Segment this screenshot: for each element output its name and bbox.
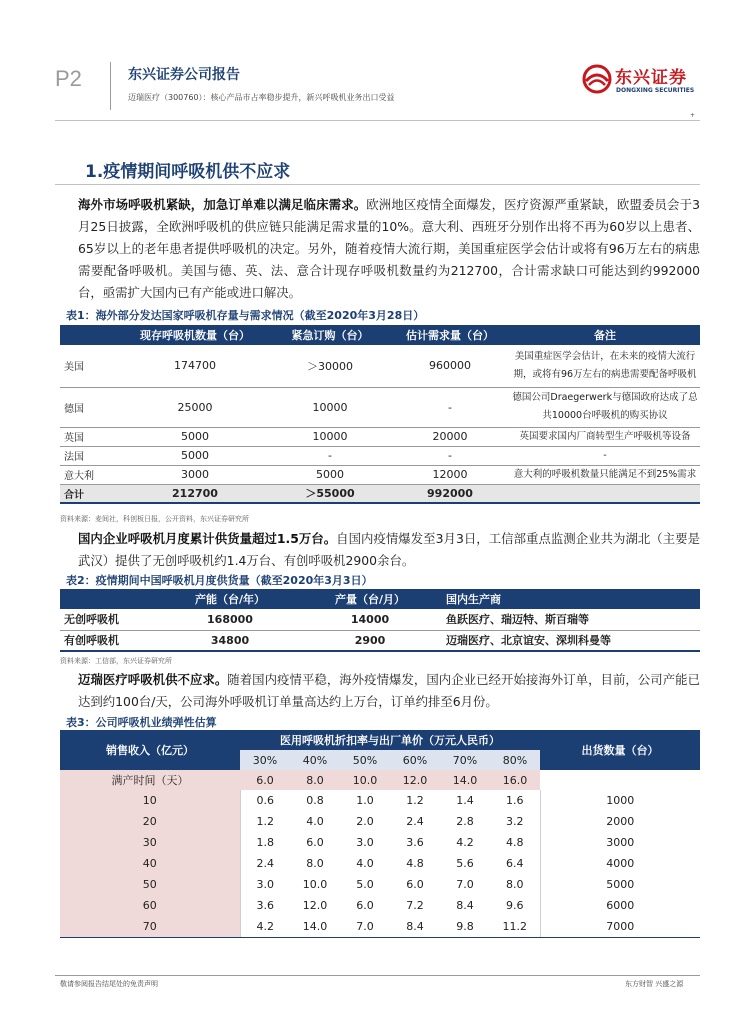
table-row xyxy=(60,874,700,895)
logo-mark-icon xyxy=(582,64,612,94)
table-cell: 英国要求国内厂商转型生产呼吸机等设备 xyxy=(510,427,700,446)
table-cell: 3.0 xyxy=(356,836,374,849)
table-domestic-ventilators xyxy=(60,589,700,652)
discount-cell: 70% xyxy=(440,750,490,770)
table-cell: 2.4 xyxy=(256,857,274,870)
table-cell: 鱼跃医疗、瑞迈特、斯百瑞等 xyxy=(440,609,700,630)
table-header-cell xyxy=(60,589,160,609)
discount-cell: 40% xyxy=(290,750,340,770)
table-cell: 英国 xyxy=(60,427,120,446)
table-cell: 168000 xyxy=(160,609,300,630)
table-row xyxy=(60,387,700,427)
table-row xyxy=(60,446,700,465)
table-cell: 11.2 xyxy=(490,916,540,937)
table-cell: 12.0 xyxy=(302,899,328,912)
table-cell: 174700 xyxy=(120,345,270,387)
table-row xyxy=(60,916,700,937)
table-header-cell: 紧急订购（台） xyxy=(270,325,390,345)
table2-source: 资料来源：工信部，东兴证券研究所 xyxy=(60,657,172,665)
table-cell: 960000 xyxy=(390,345,510,387)
table-cell: 20 xyxy=(60,811,240,832)
table-cell: 3.0 xyxy=(256,878,274,891)
table-cell: 无创呼吸机 xyxy=(60,609,160,630)
table-row xyxy=(60,790,700,811)
table-cell: 9.6 xyxy=(506,899,524,912)
table-header-cell: 估计需求量（台） xyxy=(390,325,510,345)
table-cell: 3.2 xyxy=(506,815,524,828)
table-cell: 5.6 xyxy=(456,857,474,870)
table-cell: 美国 xyxy=(60,345,120,387)
table-earnings-elasticity xyxy=(60,730,700,938)
table-cell: 6.0 xyxy=(406,878,424,891)
company-logo xyxy=(582,62,702,106)
table-row xyxy=(60,465,700,484)
table-overseas-ventilators xyxy=(60,325,700,504)
section-rule xyxy=(55,184,700,185)
table-cell: 4.8 xyxy=(406,857,424,870)
header-divider xyxy=(110,62,111,110)
table-cell: 2.8 xyxy=(456,815,474,828)
table-cell: 4000 xyxy=(540,853,700,874)
table-cell: 14.0 xyxy=(290,916,340,937)
table-cell: 10000 xyxy=(270,427,390,446)
table-cell: ＞55000 xyxy=(270,484,390,503)
table-cell: 合计 xyxy=(60,484,120,503)
table-cell: 1.0 xyxy=(356,794,374,807)
table-cell: 1000 xyxy=(540,790,700,811)
table-cell: 30 xyxy=(60,832,240,853)
table-cell xyxy=(510,484,700,503)
table-header-cell: 销售收入（亿元） xyxy=(60,730,240,770)
table-cell: 迈瑞医疗、北京谊安、深圳科曼等 xyxy=(440,630,700,651)
table-cell: 12.0 xyxy=(390,770,440,790)
paragraph-body: 欧洲地区疫情全面爆发，医疗资源严重紧缺，欧盟委员会于3月25日披露，全欧洲呼吸机的供应链只能满足需求量的10%。意大利、西班牙分别作出将不再为60岁以上患者、65岁以上的老年患者提供呼吸机的决定。另外，随着疫情大流行期，美国重症医学会估计或将有96万左右的病患需要配备呼吸机。美国与德、英、法、意合计现存呼吸机数量约为212700，合计需求缺口可能达到约992000台，亟需扩大国内已有产能或进口解决。 xyxy=(78,197,701,300)
table-cell: 8.0 xyxy=(506,878,524,891)
table-cell: 10.0 xyxy=(340,770,390,790)
table-header-cell: 备注 xyxy=(510,325,700,345)
paragraph-lead: 国内企业呼吸机月度累计供货量超过1.5万台。 xyxy=(78,531,337,546)
table-row xyxy=(60,832,700,853)
table-cell: 10.0 xyxy=(302,878,328,891)
table-cell: 12000 xyxy=(390,465,510,484)
paragraph-domestic-supply xyxy=(78,528,700,572)
header-rule xyxy=(55,120,700,121)
discount-cell: 60% xyxy=(390,750,440,770)
table1-caption: 表1：海外部分发达国家呼吸机存量与需求情况（截至2020年3月28日） xyxy=(66,309,425,322)
table-cell: 美国重症医学会估计，在未来的疫情大流行期，或将有96万左右的病患需要配备呼吸机 xyxy=(510,345,700,387)
discount-cell: 80% xyxy=(490,750,540,770)
table-cell: 34800 xyxy=(160,630,300,651)
footer-slogan: 东方财智 兴盛之源 xyxy=(625,980,684,988)
header-mark: + xyxy=(690,112,696,119)
table-cell: 2.4 xyxy=(406,815,424,828)
discount-cell: 30% xyxy=(240,750,290,770)
table-cell: 4.8 xyxy=(506,836,524,849)
table-cell: 意大利 xyxy=(60,465,120,484)
table-row xyxy=(60,853,700,874)
table-cell: 50 xyxy=(60,874,240,895)
table-cell: 0.8 xyxy=(306,794,324,807)
table-cell: 5000 xyxy=(270,465,390,484)
table-cell: 3.6 xyxy=(256,899,274,912)
report-subtitle: 迈瑞医疗（300760）：核心产品市占率稳步提升，新兴呼吸机业务出口受益 xyxy=(128,93,395,102)
logo-text-en: DONGXING SECURITIES xyxy=(616,87,695,94)
table-header-cell: 产量（台/月） xyxy=(300,589,440,609)
table-cell: 10000 xyxy=(270,387,390,427)
paragraph-lead: 迈瑞医疗呼吸机供不应求。 xyxy=(78,672,228,687)
report-title: 东兴证券公司报告 xyxy=(128,67,240,83)
table-cell: 3000 xyxy=(540,832,700,853)
discount-cell: 50% xyxy=(340,750,390,770)
table-row xyxy=(60,609,700,630)
table-cell: 8.0 xyxy=(306,857,324,870)
table-cell: 1.6 xyxy=(506,794,524,807)
table-header-cell xyxy=(60,325,120,345)
table-cell: 2000 xyxy=(540,811,700,832)
table-total-row xyxy=(60,484,700,503)
table-cell: 7.0 xyxy=(456,878,474,891)
table-cell: - xyxy=(270,446,390,465)
table-cell: 212700 xyxy=(120,484,270,503)
table2-caption: 表2：疫情期间中国呼吸机月度供货量（截至2020年3月3日） xyxy=(66,574,373,587)
table3-caption: 表3：公司呼吸机业绩弹性估算 xyxy=(66,716,217,729)
table-cell: 6.0 xyxy=(306,836,324,849)
table-cell: 6.0 xyxy=(356,899,374,912)
table-cell: ＞30000 xyxy=(270,345,390,387)
table-cell: 8.4 xyxy=(390,916,440,937)
table-cell: 4.2 xyxy=(456,836,474,849)
table-cell: 6.0 xyxy=(240,770,290,790)
table-cell: 5.0 xyxy=(356,878,374,891)
table-cell: 40 xyxy=(60,853,240,874)
table1-source: 资料来源：麦间社，科创板日报，公开资料，东兴证券研究所 xyxy=(60,515,249,523)
table-row xyxy=(60,427,700,446)
table-row xyxy=(60,895,700,916)
table-cell: 992000 xyxy=(390,484,510,503)
table-cell: 60 xyxy=(60,895,240,916)
table-cell: 7.0 xyxy=(340,916,390,937)
table-cell: 6000 xyxy=(540,895,700,916)
table-cell: 70 xyxy=(60,916,240,937)
table-cell: 2900 xyxy=(300,630,440,651)
table-cell: 4.0 xyxy=(306,815,324,828)
paragraph-mindray-demand xyxy=(78,669,700,713)
table-header-cell: 医用呼吸机折扣率与出厂单价（万元人民币） xyxy=(240,730,540,750)
table-cell: 德国 xyxy=(60,387,120,427)
table-cell: 满产时间（天） xyxy=(60,770,240,790)
table-cell: 1.4 xyxy=(456,794,474,807)
table-cell: 20000 xyxy=(390,427,510,446)
table-cell: 法国 xyxy=(60,446,120,465)
logo-text-cn: 东兴证券 xyxy=(615,68,687,88)
table-header-cell: 现存呼吸机数量（台） xyxy=(120,325,270,345)
table-cell: - xyxy=(390,446,510,465)
paragraph-lead: 海外市场呼吸机紧缺，加急订单难以满足临床需求。 xyxy=(78,197,367,212)
page-header xyxy=(0,0,755,130)
table-cell: 3.6 xyxy=(406,836,424,849)
table-cell: 7.2 xyxy=(406,899,424,912)
table-cell: - xyxy=(510,446,700,465)
table-cell: 14000 xyxy=(300,609,440,630)
paragraph-overseas-shortage xyxy=(78,194,700,304)
table-cell: 1.2 xyxy=(406,794,424,807)
table-cell: 16.0 xyxy=(490,770,540,790)
table-cell: 4.0 xyxy=(356,857,374,870)
table-cell: 2.0 xyxy=(356,815,374,828)
table-row xyxy=(60,630,700,651)
table-cell: 6.4 xyxy=(506,857,524,870)
table-cell: 3000 xyxy=(120,465,270,484)
paragraph-body: 自国内疫情爆发至3月3日，工信部重点监测企业共为湖北（主要是武汉）提供了无创呼吸机约1.4万台、有创呼吸机2900余台。 xyxy=(78,531,700,568)
table-cell: 8.0 xyxy=(290,770,340,790)
table-cell: 9.8 xyxy=(440,916,490,937)
table-cell: - xyxy=(390,387,510,427)
table-header-cell: 产能（台/年） xyxy=(160,589,300,609)
table-cell: 0.6 xyxy=(256,794,274,807)
table-cell: 5000 xyxy=(120,446,270,465)
table-row xyxy=(60,770,700,790)
section-title: 1.疫情期间呼吸机供不应求 xyxy=(85,162,291,182)
table-row xyxy=(60,345,700,387)
table-cell: 14.0 xyxy=(440,770,490,790)
table-cell: 25000 xyxy=(120,387,270,427)
table-cell: 8.4 xyxy=(456,899,474,912)
table-cell xyxy=(540,770,700,790)
footer-rule xyxy=(55,975,700,976)
page-number: P2 xyxy=(55,66,82,91)
table-cell: 5000 xyxy=(540,874,700,895)
table-cell: 5000 xyxy=(120,427,270,446)
table-cell: 德国公司Draegerwerk与德国政府达成了总共10000台呼吸机的购买协议 xyxy=(510,387,700,427)
table-cell: 10 xyxy=(60,790,240,811)
table-cell: 1.2 xyxy=(256,815,274,828)
table-header-cell: 国内生产商 xyxy=(440,589,700,609)
table-cell: 1.8 xyxy=(256,836,274,849)
table-cell: 意大利的呼吸机数量只能满足不到25%需求 xyxy=(510,465,700,484)
table-row xyxy=(60,811,700,832)
footer-disclaimer: 敬请参阅报告结尾处的免责声明 xyxy=(60,980,158,988)
table-cell: 7000 xyxy=(540,916,700,937)
paragraph-body: 随着国内疫情平稳，海外疫情爆发，国内企业已经开始接海外订单，目前，公司产能已达到约100台/天，公司海外呼吸机订单量高达约上万台，订单约排至6月份。 xyxy=(78,672,701,709)
table-cell: 4.2 xyxy=(240,916,290,937)
table-header-cell: 出货数量（台） xyxy=(540,730,700,770)
table-cell: 有创呼吸机 xyxy=(60,630,160,651)
